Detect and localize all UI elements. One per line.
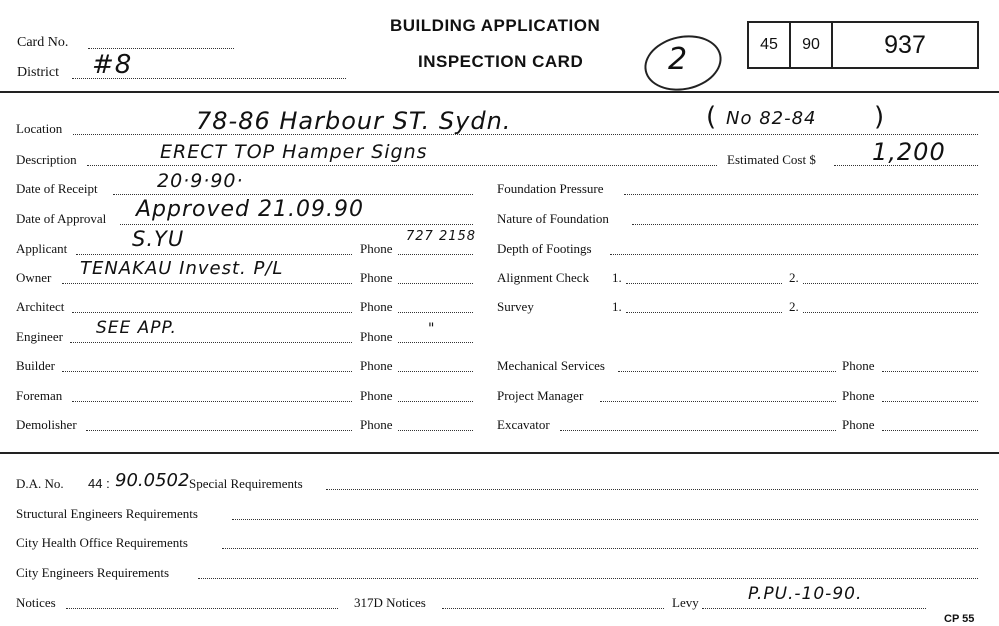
survey-label: Survey — [497, 299, 534, 314]
owner-phone-line — [398, 283, 473, 284]
applicant-value: S.YU — [132, 227, 185, 251]
district-value: #8 — [92, 50, 133, 80]
header-divider — [0, 91, 999, 93]
survey-1-line — [626, 312, 782, 313]
location-note-open: ( — [706, 102, 717, 132]
excavator-line — [560, 430, 836, 431]
alignment-check-2-line — [803, 283, 978, 284]
date-of-approval-line — [120, 224, 473, 225]
engineer-label: Engineer — [16, 329, 63, 344]
location-label: Location — [16, 121, 63, 136]
owner-phone-label: Phone — [360, 270, 393, 285]
reference-box-1: 45 — [749, 23, 791, 67]
foreman-phone-label: Phone — [360, 388, 393, 403]
mechanical-services-label: Mechanical Services — [497, 358, 605, 373]
nature-of-foundation-label: Nature of Foundation — [497, 211, 609, 226]
reference-box-2: 90 — [791, 23, 833, 67]
foundation-pressure-line — [624, 194, 978, 195]
nature-of-foundation-line — [632, 224, 978, 225]
date-of-approval-value: Approved 21.09.90 — [136, 197, 364, 222]
foreman-line — [72, 401, 352, 402]
engineer-phone-label: Phone — [360, 329, 393, 344]
demolisher-label: Demolisher — [16, 417, 77, 432]
engineer-value: SEE APP. — [96, 318, 177, 338]
card-no-line — [88, 48, 234, 49]
survey-2-label: 2. — [789, 299, 799, 314]
excavator-phone-label: Phone — [842, 417, 875, 432]
builder-phone-line — [398, 371, 473, 372]
city-engineers-line — [198, 578, 978, 579]
levy-label: Levy — [672, 595, 699, 610]
project-manager-phone-label: Phone — [842, 388, 875, 403]
survey-1-label: 1. — [612, 299, 622, 314]
architect-line — [72, 312, 352, 313]
description-line — [87, 165, 717, 166]
city-health-line — [222, 548, 978, 549]
notices-line — [66, 608, 338, 609]
card-no-label: Card No. — [17, 35, 69, 50]
demolisher-line — [86, 430, 352, 431]
da-no-prefix: 44 : — [88, 476, 110, 491]
date-of-receipt-label: Date of Receipt — [16, 181, 98, 196]
alignment-check-1-line — [626, 283, 782, 284]
levy-line — [702, 608, 926, 609]
project-manager-line — [600, 401, 836, 402]
district-label: District — [17, 65, 59, 80]
description-value: ERECT TOP Hamper Signs — [160, 141, 428, 163]
alignment-check-2-label: 2. — [789, 270, 799, 285]
reference-box-3: 937 — [884, 30, 926, 59]
city-health-label: City Health Office Requirements — [16, 535, 188, 550]
da-no-value: 90.0502 — [115, 470, 190, 491]
reference-boxes — [747, 21, 979, 69]
project-manager-phone-line — [882, 401, 978, 402]
architect-label: Architect — [16, 299, 65, 314]
builder-line — [62, 371, 352, 372]
excavator-label: Excavator — [497, 417, 550, 432]
location-note-close: ) — [874, 102, 885, 132]
builder-phone-label: Phone — [360, 358, 393, 373]
architect-phone-line — [398, 312, 473, 313]
alignment-check-1-label: 1. — [612, 270, 622, 285]
engineer-phone-line — [398, 342, 473, 343]
date-of-receipt-value: 20·9·90· — [157, 170, 244, 192]
estimated-cost-line — [834, 165, 978, 166]
location-line — [73, 134, 978, 135]
foreman-label: Foreman — [16, 388, 63, 403]
notices-label: Notices — [16, 595, 56, 610]
mechanical-phone-label: Phone — [842, 358, 875, 373]
form-code: CP 55 — [944, 613, 975, 625]
city-engineers-label: City Engineers Requirements — [16, 565, 170, 580]
notices-317d-label: 317D Notices — [354, 595, 426, 610]
foundation-pressure-label: Foundation Pressure — [497, 181, 604, 196]
engineer-phone: " — [428, 321, 436, 337]
engineer-line — [70, 342, 352, 343]
date-of-approval-label: Date of Approval — [16, 211, 107, 226]
depth-of-footings-line — [610, 254, 978, 255]
project-manager-label: Project Manager — [497, 388, 584, 403]
builder-label: Builder — [16, 358, 55, 373]
title-line-1: BUILDING APPLICATION — [390, 16, 601, 35]
structural-engineers-line — [232, 519, 978, 520]
special-requirements-line — [326, 489, 978, 490]
structural-engineers-label: Structural Engineers Requirements — [16, 506, 198, 521]
description-label: Description — [16, 152, 77, 167]
date-of-receipt-line — [113, 194, 473, 195]
owner-value: TENAKAU Invest. P/L — [80, 258, 284, 279]
da-no-label: D.A. No. — [16, 476, 64, 491]
location-note: No 82-84 — [726, 108, 817, 129]
circled-number: 2 — [668, 42, 689, 77]
estimated-cost-value: 1,200 — [872, 138, 946, 166]
owner-label: Owner — [16, 270, 52, 285]
title-line-2: INSPECTION CARD — [418, 52, 584, 71]
district-line — [72, 78, 346, 79]
notices-317d-line — [442, 608, 664, 609]
mechanical-phone-line — [882, 371, 978, 372]
location-value: 78-86 Harbour ST. Sydn. — [196, 107, 512, 135]
applicant-phone: 727 2158 — [406, 229, 477, 244]
owner-line — [62, 283, 352, 284]
applicant-line — [76, 254, 352, 255]
demolisher-phone-line — [398, 430, 473, 431]
demolisher-phone-label: Phone — [360, 417, 393, 432]
alignment-check-label: Alignment Check — [497, 270, 590, 285]
depth-of-footings-label: Depth of Footings — [497, 241, 592, 256]
survey-2-line — [803, 312, 978, 313]
architect-phone-label: Phone — [360, 299, 393, 314]
excavator-phone-line — [882, 430, 978, 431]
applicant-label: Applicant — [16, 241, 68, 256]
applicant-phone-line — [398, 254, 473, 255]
mechanical-services-line — [618, 371, 836, 372]
special-requirements-label: Special Requirements — [189, 476, 303, 491]
levy-value: P.PU.-10-90. — [748, 584, 863, 604]
applicant-phone-label: Phone — [360, 241, 393, 256]
estimated-cost-label: Estimated Cost $ — [727, 152, 816, 167]
section-divider — [0, 452, 999, 454]
foreman-phone-line — [398, 401, 473, 402]
